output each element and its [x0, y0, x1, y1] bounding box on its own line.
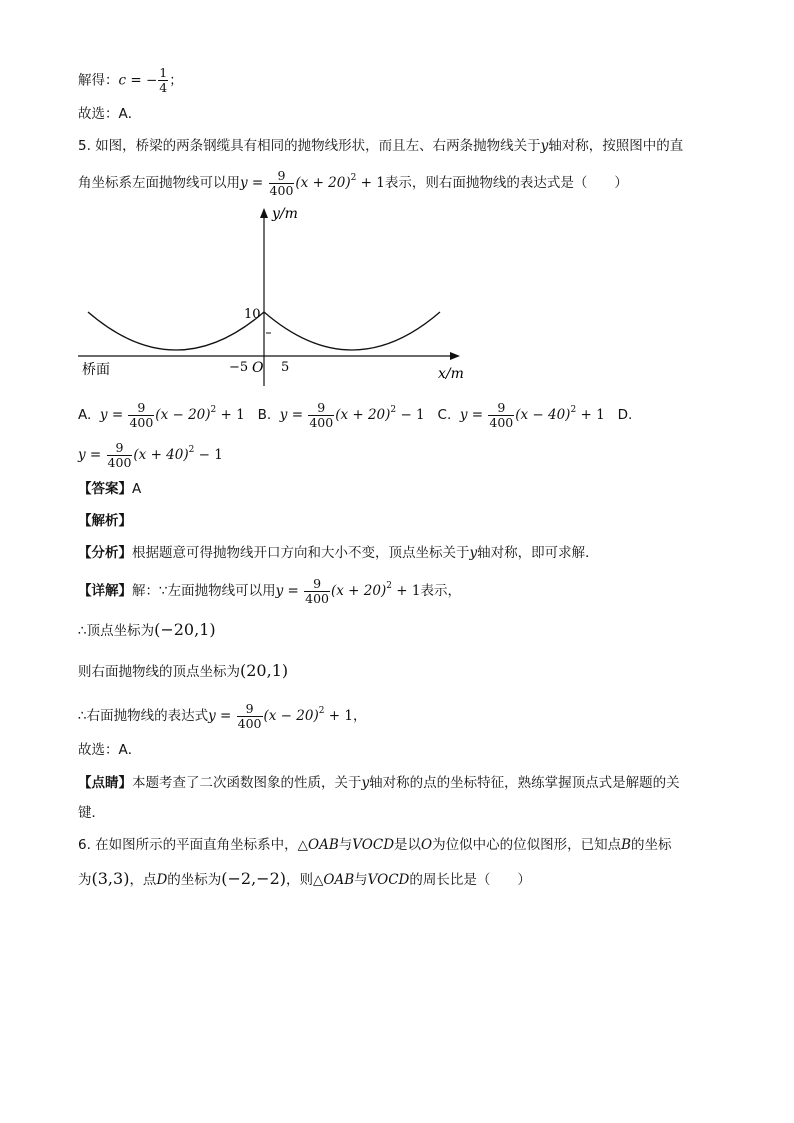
label-bridge: 桥面	[82, 362, 110, 378]
comment-line-1: 【点睛】本题考查了二次函数图象的性质，关于y轴对称的点的坐标特征，熟练掌握顶点式是解题的关	[78, 775, 680, 791]
detail-line: 【详解】解：∵左面抛物线可以用y = $\frac{9}{400}$ $(x + 20)^2 + 1$表示，	[78, 575, 461, 606]
label-5: 5	[281, 360, 290, 375]
q6-line1: 6. 在如图所示的平面直角坐标系中，△OAB与VOCD是以O为位似中心的位似图形，已知点B的坐标	[78, 837, 672, 853]
vertex-line-1: ∴顶点坐标为(−20,1)	[78, 620, 216, 639]
x-axis-arrow	[450, 352, 460, 360]
choose-line-q5: 故选：A．	[78, 742, 142, 758]
fraction: $\frac{9}{400}$	[269, 167, 294, 198]
comment-line-2: 键．	[78, 805, 105, 821]
analysis-heading: 【解析】	[78, 513, 132, 529]
option-d-letter[interactable]: D.	[617, 407, 633, 423]
fraction: $\frac{1}{4}$	[159, 65, 168, 95]
label-10: 10	[244, 307, 261, 322]
q5-options-row2	[78, 440, 223, 470]
x-axis-label: x/m	[438, 366, 464, 382]
vertex-line-2: 则右面抛物线的顶点坐标为(20,1)	[78, 661, 289, 680]
choose-line-q4: 故选：A．	[78, 106, 142, 122]
q5-line2: 角坐标系左面抛物线可以用y = $\frac{9}{400}$ $(x + 20)^2 + 1$表示，则右面抛物线的表达式是（ ）	[78, 167, 628, 198]
fenxi-line: 【分析】根据题意可得抛物线开口方向和大小不变，顶点坐标关于y轴对称，即可求解．	[78, 545, 599, 561]
q6-line2: 为(3,3)，点D的坐标为(−2,−2)，则△OAB与VOCD的周长比是（ ）	[78, 869, 531, 888]
label-origin: O	[252, 360, 264, 376]
label-neg5: −5	[229, 360, 249, 375]
q5-options-row1	[78, 400, 632, 430]
solve-line: 解得：c = − $\frac{1}{4}$ ；	[78, 65, 183, 95]
option-c[interactable]: C. y = $\frac{9}{400}$ $(x - 40)^2 + 1$	[437, 399, 605, 430]
option-d[interactable]: y = $\frac{9}{400}$ $(x + 40)^2 - 1$	[78, 439, 223, 470]
q5-line1: 5. 如图，桥梁的两条钢缆具有相同的抛物线形状，而且左、右两条抛物线关于y轴对称，按照图中的直	[78, 138, 684, 154]
y-axis-arrow	[260, 208, 268, 218]
expression-line: ∴右面抛物线的表达式y = $\frac{9}{400}$ $(x - 20)^2 + 1$，	[78, 700, 367, 731]
y-axis-label: y/m	[272, 206, 298, 222]
answer-line: 【答案】A	[78, 481, 142, 497]
right-parabola	[264, 312, 440, 350]
left-parabola	[88, 312, 264, 350]
parabola-figure	[72, 200, 472, 390]
option-b[interactable]: B. y = $\frac{9}{400}$ $(x + 20)^2 - 1$	[257, 399, 425, 430]
option-a[interactable]: A. y = $\frac{9}{400}$ $(x - 20)^2 + 1$	[78, 399, 245, 430]
